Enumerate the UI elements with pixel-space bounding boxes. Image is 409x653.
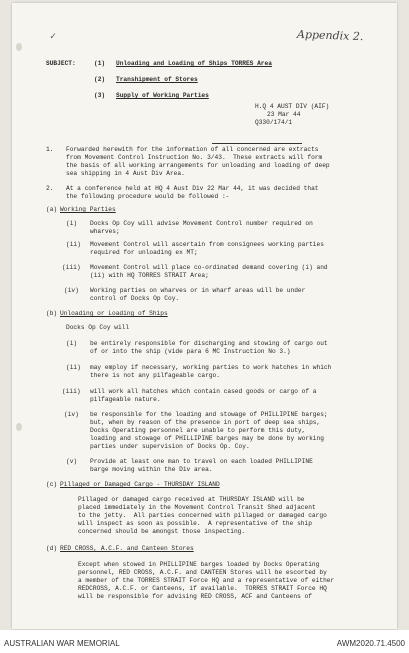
- section-title: Pillaged or Damaged Cargo - THURSDAY ISLAND: [60, 481, 220, 488]
- item-line: be entirely responsible for discharging and stowing of cargo out: [90, 340, 328, 347]
- item-num: (v): [66, 458, 78, 465]
- section-intro: Docks Op Coy will: [66, 324, 130, 331]
- section-line: concerned should be amongst those inspecting.: [78, 528, 246, 535]
- item-line: Docks Op Coy will advise Movement Control number required on: [90, 220, 313, 227]
- item-line: may employ if necessary, working parties to work hatches in which: [90, 364, 332, 371]
- section-line: REDCROSS, A.C.F. or Canteens, if available. TORRES STRAIT Force HQ: [78, 585, 327, 592]
- divider-line: [212, 143, 302, 144]
- punch-hole: [16, 423, 22, 431]
- item-line: loading and stowage of PHILLIPINE barges may be done by working: [90, 435, 324, 442]
- subject-num: (2): [94, 76, 106, 83]
- para-line: the following procedure would be followed :-: [66, 193, 230, 200]
- item-num: (iii): [62, 264, 81, 271]
- punch-hole: [16, 43, 22, 51]
- para-number: 1.: [46, 146, 54, 153]
- section-line: to the jetty. All parties concerned with pillaged or damaged cargo: [78, 512, 327, 519]
- para-line: the basis of all working arrangements for unloading and loading of deep: [66, 162, 330, 169]
- section-line: will inspect as soon as possible. A representative of the ship: [78, 520, 312, 527]
- subject-label: SUBJECT:: [46, 60, 76, 67]
- section-line: Except when stowed in PHILLIPINE barges loaded by Docks Operating: [78, 561, 320, 568]
- item-line: be responsible for the loading and stowage of PHILLIPINE barges;: [90, 411, 328, 418]
- item-line: there is not any pilfageable cargo.: [90, 372, 220, 379]
- section-title: RED CROSS, A.C.F. and Canteen Stores: [60, 545, 194, 552]
- section-line: personnel, RED CROSS, A.C.F. and CANTEEN Stores will be escorted by: [78, 569, 327, 576]
- item-line: of or into the ship (vide para 6 MC Instruction No 3.): [90, 348, 291, 355]
- footer-source: AUSTRALIAN WAR MEMORIAL: [4, 639, 120, 648]
- subject-num: (1): [94, 60, 106, 67]
- ref-unit: H.Q 4 AUST DIV (AIF): [255, 103, 330, 110]
- section-line: a member of the TORRES STRAIT Force HQ and a representative of either: [78, 577, 335, 584]
- section-title: Working Parties: [60, 206, 116, 213]
- item-num: (i): [66, 340, 78, 347]
- item-num: (iii): [62, 388, 81, 395]
- footer-bar: [0, 630, 409, 653]
- section-label: (c): [46, 481, 58, 488]
- item-line: but, when by reason of the presence in port of deep sea ships,: [90, 419, 321, 426]
- ref-date: 23 Mar 44: [267, 111, 301, 118]
- item-num: (iv): [64, 287, 79, 294]
- item-line: will work all hatches which contain cased goods or cargo of a: [90, 388, 317, 395]
- para-line: At a conference held at HQ 4 Aust Div 22 Mar 44, it was decided that: [66, 185, 319, 192]
- section-line: will be responsible for advising RED CROSS, ACF and Canteens of: [78, 593, 312, 600]
- item-line: required for unloading ex MT;: [90, 249, 198, 256]
- item-line: barge moving within the Div area.: [90, 466, 213, 473]
- item-line: parties under supervision of Docks Op. Coy.: [90, 443, 250, 450]
- subject-item: Transhipment of Stores: [116, 76, 198, 83]
- subject-num: (3): [94, 92, 106, 99]
- item-line: control of Docks Op Coy.: [90, 295, 180, 302]
- subject-item: Supply of Working Parties: [116, 92, 209, 99]
- item-num: (ii): [66, 241, 81, 248]
- handwritten-note: Appendix 2.: [296, 27, 364, 44]
- section-line: placed immediately in the Movement Control Transit Shed adjacent: [78, 504, 316, 511]
- item-line: Movement Control will place co-ordinated demand covering (i) and: [90, 264, 328, 271]
- item-line: Docks Operating personnel are unable to perform this duty,: [90, 427, 306, 434]
- section-line: Pillaged or damaged cargo received at THURSDAY ISLAND will be: [78, 496, 305, 503]
- pencil-mark-icon: ✓: [50, 32, 57, 43]
- section-label: (a): [46, 206, 58, 213]
- footer-accession: AWM2020.71.4500: [336, 639, 405, 648]
- para-line: sea shipping in 4 Aust Div Area.: [66, 170, 185, 177]
- para-number: 2.: [46, 185, 54, 192]
- item-num: (ii): [66, 364, 81, 371]
- section-label: (d): [46, 545, 58, 552]
- ref-file: Q330/174/1: [255, 119, 293, 126]
- item-line: Provide at least one man to travel on each loaded PHILLIPINE: [90, 458, 313, 465]
- subject-item: Unloading and Loading of Ships TORRES Area: [116, 60, 272, 67]
- item-line: Working parties on wharves or in wharf areas will be under: [90, 287, 306, 294]
- section-label: (b): [46, 310, 58, 317]
- para-line: from Movement Control Instruction No. 3/43. These extracts will form: [66, 154, 323, 161]
- para-line: Forwarded herewith for the information of all concerned are extracts: [66, 146, 319, 153]
- item-line: wharves;: [90, 228, 120, 235]
- item-line: Movement Control will ascertain from consignees working parties: [90, 241, 324, 248]
- document-page: [12, 3, 397, 629]
- item-num: (i): [66, 220, 78, 227]
- item-num: (iv): [64, 411, 79, 418]
- section-title: Unloading or Loading of Ships: [60, 310, 168, 317]
- item-line: (ii) with HQ TORRES STRAIT Area;: [90, 272, 209, 279]
- item-line: pilfageable nature.: [90, 396, 161, 403]
